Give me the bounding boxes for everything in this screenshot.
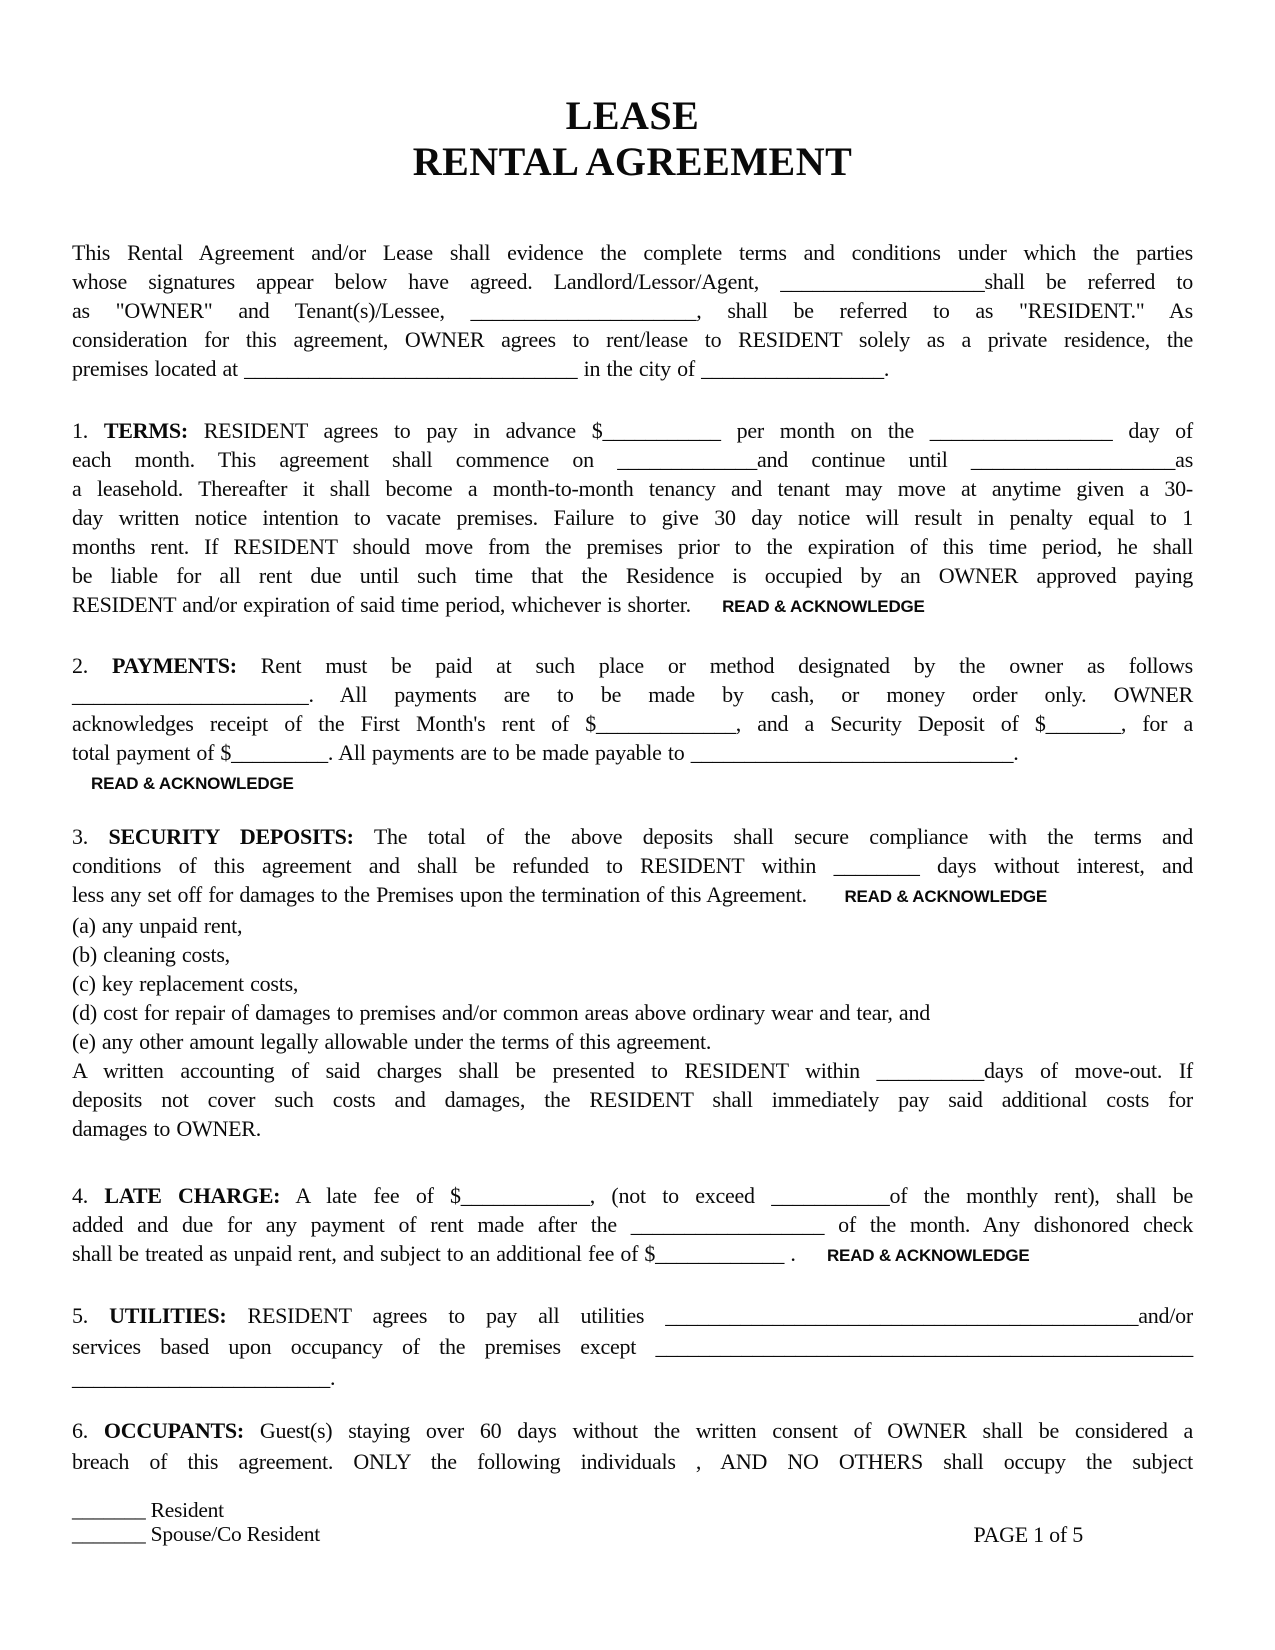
document-content (72, 0, 1193, 1477)
read-acknowledge-label: READ & ACKNOWLEDGE (722, 597, 925, 616)
text-line: deposits not cover such costs and damages, the RESIDENT shall immediately pay said additional costs for (72, 1087, 1193, 1112)
text-line: each month. This agreement shall commence on _____________and continue until ___________________as (72, 447, 1193, 472)
title-line-1: LEASE (565, 93, 700, 138)
intro-paragraph (72, 238, 1193, 383)
terms-paragraph (72, 416, 1193, 621)
section-heading: SECURITY DEPOSITS: (108, 824, 354, 849)
section-heading: UTILITIES: (109, 1303, 227, 1328)
late-paragraph (72, 1181, 1193, 1270)
read-acknowledge-label: READ & ACKNOWLEDGE (91, 774, 294, 793)
text-line: 1. TERMS: RESIDENT agrees to pay in advance $___________ per month on the _________________ day of (72, 418, 1194, 443)
page-number: PAGE 1 of 5 (973, 1521, 1083, 1547)
text-line: shall be treated as unpaid rent, and subject to an additional fee of $____________ . READ & ACKNOWLEDGE (72, 1241, 1030, 1266)
signature-line: _______ Spouse/Co Resident (72, 1521, 320, 1546)
text-line: as "OWNER" and Tenant(s)/Lessee, _____________________, shall be referred to as "RESIDENT." As (72, 298, 1193, 323)
section-heading: PAYMENTS: (111, 653, 237, 678)
text-line: 6. OCCUPANTS: Guest(s) staying over 60 days without the written consent of OWNER shall be considered a (72, 1418, 1194, 1443)
text-line: months rent. If RESIDENT should move from the premises prior to the expiration of this time period, he shall (72, 534, 1193, 559)
document-title (72, 93, 1193, 185)
text-line: consideration for this agreement, OWNER agrees to rent/lease to RESIDENT solely as a private residence, the (72, 327, 1193, 352)
text-line: services based upon occupancy of the premises except __________________________________________________ (72, 1334, 1193, 1359)
text-line: A written accounting of said charges shall be presented to RESIDENT within __________days of move-out. If (72, 1058, 1193, 1083)
text-line: day written notice intention to vacate premises. Failure to give 30 day notice will result in penalty equal to 1 (72, 505, 1193, 530)
text-line: 4. LATE CHARGE: A late fee of $____________, (not to exceed ___________of the monthly rent), shall be (72, 1183, 1194, 1208)
text-line: damages to OWNER. (72, 1116, 261, 1141)
text-line: 3. SECURITY DEPOSITS: The total of the above deposits shall secure compliance with the terms and (72, 824, 1194, 849)
text-line: ________________________. (72, 1365, 336, 1390)
payments-paragraph (72, 651, 1193, 798)
text-line: (b) cleaning costs, (72, 942, 230, 967)
text-line: premises located at _______________________________ in the city of _________________. (72, 356, 890, 381)
occupants-paragraph (72, 1415, 1193, 1477)
text-line: 5. UTILITIES: RESIDENT agrees to pay all utilities ____________________________________________and/or (72, 1303, 1193, 1328)
text-line: conditions of this agreement and shall be refunded to RESIDENT within ________ days without interest, and (72, 853, 1193, 878)
text-line: whose signatures appear below have agreed. Landlord/Lessor/Agent, ___________________shall be referred to (72, 269, 1193, 294)
section-heading: TERMS: (103, 418, 188, 443)
text-line: (d) cost for repair of damages to premises and/or common areas above ordinary wear and tear, and (72, 1000, 930, 1025)
text-line: be liable for all rent due until such time that the Residence is occupied by an OWNER approved paying (72, 563, 1193, 588)
text-line: (c) key replacement costs, (72, 971, 299, 996)
title-line-2: RENTAL AGREEMENT (412, 139, 853, 184)
signature-line: _______ Resident (72, 1498, 224, 1522)
text-line: (e) any other amount legally allowable under the terms of this agreement. (72, 1029, 712, 1054)
text-line: a leasehold. Thereafter it shall become a month-to-month tenancy and tenant may move at anytime given a 30- (72, 476, 1193, 501)
text-line: breach of this agreement. ONLY the following individuals , AND NO OTHERS shall occupy the subject (72, 1449, 1193, 1474)
security-paragraph (72, 822, 1193, 1143)
text-line: This Rental Agreement and/or Lease shall evidence the complete terms and conditions under which the parties (72, 240, 1193, 265)
section-heading: OCCUPANTS: (103, 1418, 244, 1443)
text-line: ______________________. All payments are to be made by cash, or money order only. OWNER (72, 682, 1193, 707)
text-line: (a) any unpaid rent, (72, 913, 243, 938)
section-heading: LATE CHARGE: (104, 1183, 281, 1208)
read-acknowledge-label: READ & ACKNOWLEDGE (826, 1246, 1030, 1265)
text-line: 2. PAYMENTS: Rent must be paid at such place or method designated by the owner as follows (72, 653, 1193, 678)
text-line (91, 767, 1193, 798)
text-line: added and due for any payment of rent made after the __________________ of the month. Any dishonored check (72, 1212, 1193, 1237)
utilities-paragraph (72, 1300, 1193, 1393)
document-footer (72, 1499, 1193, 1546)
text-line: RESIDENT and/or expiration of said time period, whichever is shorter. READ & ACKNOWLEDGE (72, 592, 925, 617)
read-acknowledge-label: READ & ACKNOWLEDGE (844, 887, 1048, 906)
document-body (72, 238, 1193, 1477)
text-line: total payment of $_________. All payments are to be made payable to ______________________________. (72, 740, 1019, 765)
text-line: acknowledges receipt of the First Month's rent of $_____________, and a Security Deposit of $_______, for a (72, 711, 1193, 736)
text-line: less any set off for damages to the Premises upon the termination of this Agreement. READ & ACKNOWLEDGE (72, 882, 1048, 907)
